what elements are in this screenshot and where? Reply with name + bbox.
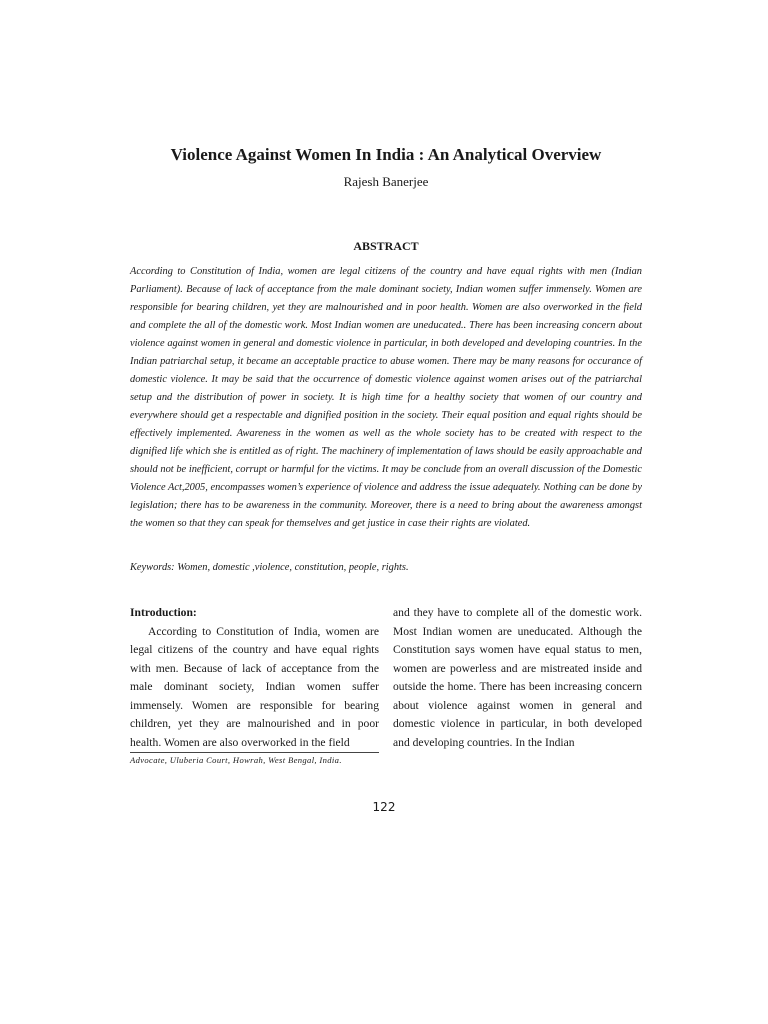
body-column-right [393, 604, 642, 752]
footnote-divider [130, 752, 379, 753]
page-number: 122 [372, 800, 396, 814]
introduction-heading: Introduction: [130, 606, 197, 619]
author-name: Rajesh Banerjee [343, 174, 429, 189]
author-affiliation-footnote: Advocate, Uluberia Court, Howrah, West Bengal, India. [130, 755, 342, 765]
keywords-line: Keywords: Women, domestic ,violence, constitution, people, rights. [130, 562, 409, 573]
abstract-text: According to Constitution of India, women are legal citizens of the country and have equal rights with men (Indian Parliament). Because of lack of acceptance from the male dominant society, Indian women suffer immensely. Women are responsible for bearing children, yet they are malnourished and in poor health. Women are also overworked in the field and complete the all of the domestic work. Most Indian women are uneducated.. There has been increasing concern about violence against women in general and domestic violence in particular, in both developed and developing countries. In the Indian patriarchal setup, it became an acceptable practice to abuse women. There may be many reasons for occurance of domestic violence. It may be said that the occurrence of domestic violence against women arises out of the patriarchal setup and the distribution of power in society. It is high time for a healthy society that women of our country and everywhere should get a respectable and dignified position in the society. Their equal position and equal rights should be effectively implemented. Awareness in the women as well as the whole society has to be created with respect to the dignified life which she is entitled as of right. The machinery of implementation of laws should be easily approachable and should not be inefficient, corrupt or harmful for the victims. It may be conclude from an overall discussion of the Domestic Violence Act,2005, encompasses women’s experience of violence and address the issue adequately. Nothing can be done by legislation; there has to be awareness in the community. Moreover, there is a need to bring about the awareness amongst the women so that they can speak for themselves and get justice in case their rights are violated. [130, 266, 642, 529]
paper-title: Violence Against Women In India : An Analytical Overview [170, 145, 602, 164]
abstract-heading: ABSTRACT [353, 239, 419, 253]
introduction-paragraph-right: and they have to complete all of the domestic work. Most Indian women are uneducated. Although the Constitution says women have equal status to men, women are powerless and are mistreated inside and outside the home. There has been increasing concern about violence against women in general and domestic violence in particular, in both developed and developing countries. In the Indian [393, 606, 642, 749]
body-column-left [130, 604, 379, 752]
introduction-paragraph-left: According to Constitution of India, women are legal citizens of the country and have equal rights with men. Because of lack of acceptance from the male dominant society, Indian women suffer immensely. Women are responsible for bearing children, yet they are malnourished and in poor health. Women are also overworked in the field [130, 624, 379, 749]
